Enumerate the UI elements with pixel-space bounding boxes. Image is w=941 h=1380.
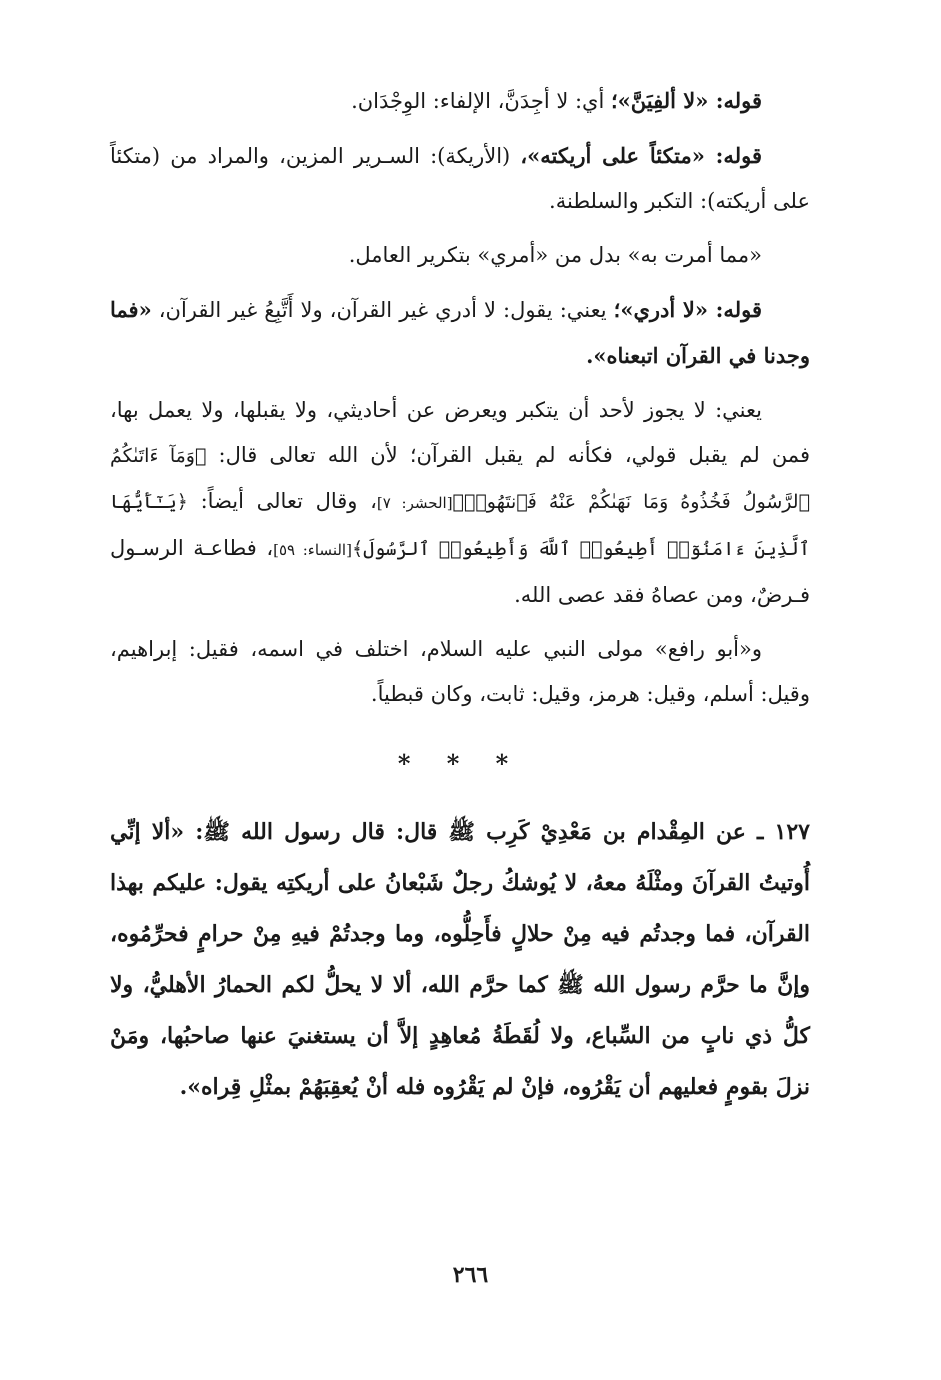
paragraph-1-text: أي: لا أجِدَنَّ، الإلفاء: الوِجْدَان. bbox=[351, 89, 611, 113]
paragraph-1 bbox=[110, 78, 810, 124]
paragraph-6 bbox=[110, 627, 810, 717]
paragraph-5-text-2: ، وقال تعالى أيضاً: bbox=[187, 489, 377, 513]
hadith-127: ١٢٧ ـ عن المِقْدام بن مَعْدِيْ كَرِب ﷺ قال: قال رسول الله ﷺ: «ألا إنِّي أُوتيتُ القرآنَ ومثْلَهُ معهُ، لا يُوشكُ رجلٌ شَبْعانُ على أريكتِه يقول: عليكم بهذا القرآن، فما وجدتُم فيه مِنْ حلالٍ فأَحِلُّوه، وما وجدتُمْ فيهِ مِنْ حرامٍ فحرِّمُوه، وإنَّ ما حرَّم رسول الله ﷺ كما حرَّم الله، ألا لا يحلُّ لكم الحمارُ الأهليُّ، ولا كلُّ ذي نابٍ من السِّباع، ولا لُقَطَةُ مُعاهِدٍ إلاَّ أن يستغنيَ عنها صاحبُها، ومَنْ نزلَ بقومٍ فعليهم أن يَقْرُوه، فإنْ لم يَقْرُوه فله أنْ يُعقِبَهُمْ بمثْلِ قِراه». bbox=[110, 819, 810, 1100]
quran-verse-2: ﴿يَـٰٓأَيُّهَا ٱلَّذِينَ ءَامَنُوٓا۟ أَطِيعُوا۟ ٱللَّهَ وَأَطِيعُوا۟ ٱلرَّسُولَ﴾ bbox=[110, 491, 810, 560]
paragraph-5-text-3: ، فطاعـة الرسـول فـرضٌ، ومن عصاهُ فقد عصى الله. bbox=[110, 536, 810, 607]
paragraph-5 bbox=[110, 388, 810, 618]
verse-reference-2: [النساء: ٥٩] bbox=[273, 541, 352, 559]
paragraph-1-lead: قوله: «لا ألفِيَنَّ»؛ bbox=[611, 88, 762, 113]
section-separator: * * * bbox=[397, 749, 523, 778]
paragraph-4-lead: قوله: «لا أدري»؛ bbox=[613, 297, 762, 322]
quran-verse-1: ﴿وَمَآ ءَاتَىٰكُمُ ٱلرَّسُولُ فَخُذُوهُ وَمَا نَهَىٰكُمْ عَنْهُ فَٱنتَهُوا۟﴾ bbox=[110, 445, 810, 513]
page-number: ٢٦٦ bbox=[452, 1262, 489, 1288]
paragraph-2-lead: قوله: «متكئاً على أريكته»، bbox=[520, 143, 762, 168]
paragraph-4-text: يعني: يقول: لا أدري غير القرآن، ولا أَتَّبِعُ غير القرآن، bbox=[151, 298, 614, 322]
paragraph-4 bbox=[110, 287, 810, 379]
paragraph-2 bbox=[110, 133, 810, 224]
paragraph-5-text-1: يعني: لا يجوز لأحد أن يتكبر ويعرض عن أحاديثي، ولا يقبلها، ولا يعمل بها، فمن لم يقبل قولي، فكأنه لم يقبل القرآن؛ لأن الله تعالى قال: bbox=[110, 398, 810, 467]
paragraph-6-text: و«أبو رافع» مولى النبي عليه السلام، اختلف في اسمه، فقيل: إبراهيم، وقيل: أسلم، وقيل: هرمز، وقيل: ثابت، وكان قبطياً. bbox=[110, 637, 810, 706]
paragraph-2-text: (الأريكة): السـرير المزين، والمراد من (متكئاً على أريكته): التكبر والسلطنة. bbox=[110, 144, 810, 213]
paragraph-3 bbox=[110, 233, 810, 278]
paragraph-3-text: «مما أمرت به» بدل من «أمري» بتكرير العامل. bbox=[348, 243, 762, 267]
paragraph-4-quote: «فما وجدنا في القرآن اتبعناه». bbox=[110, 297, 810, 368]
page-body bbox=[110, 78, 810, 1308]
verse-reference-1: [الحشر: ٧] bbox=[376, 494, 453, 512]
